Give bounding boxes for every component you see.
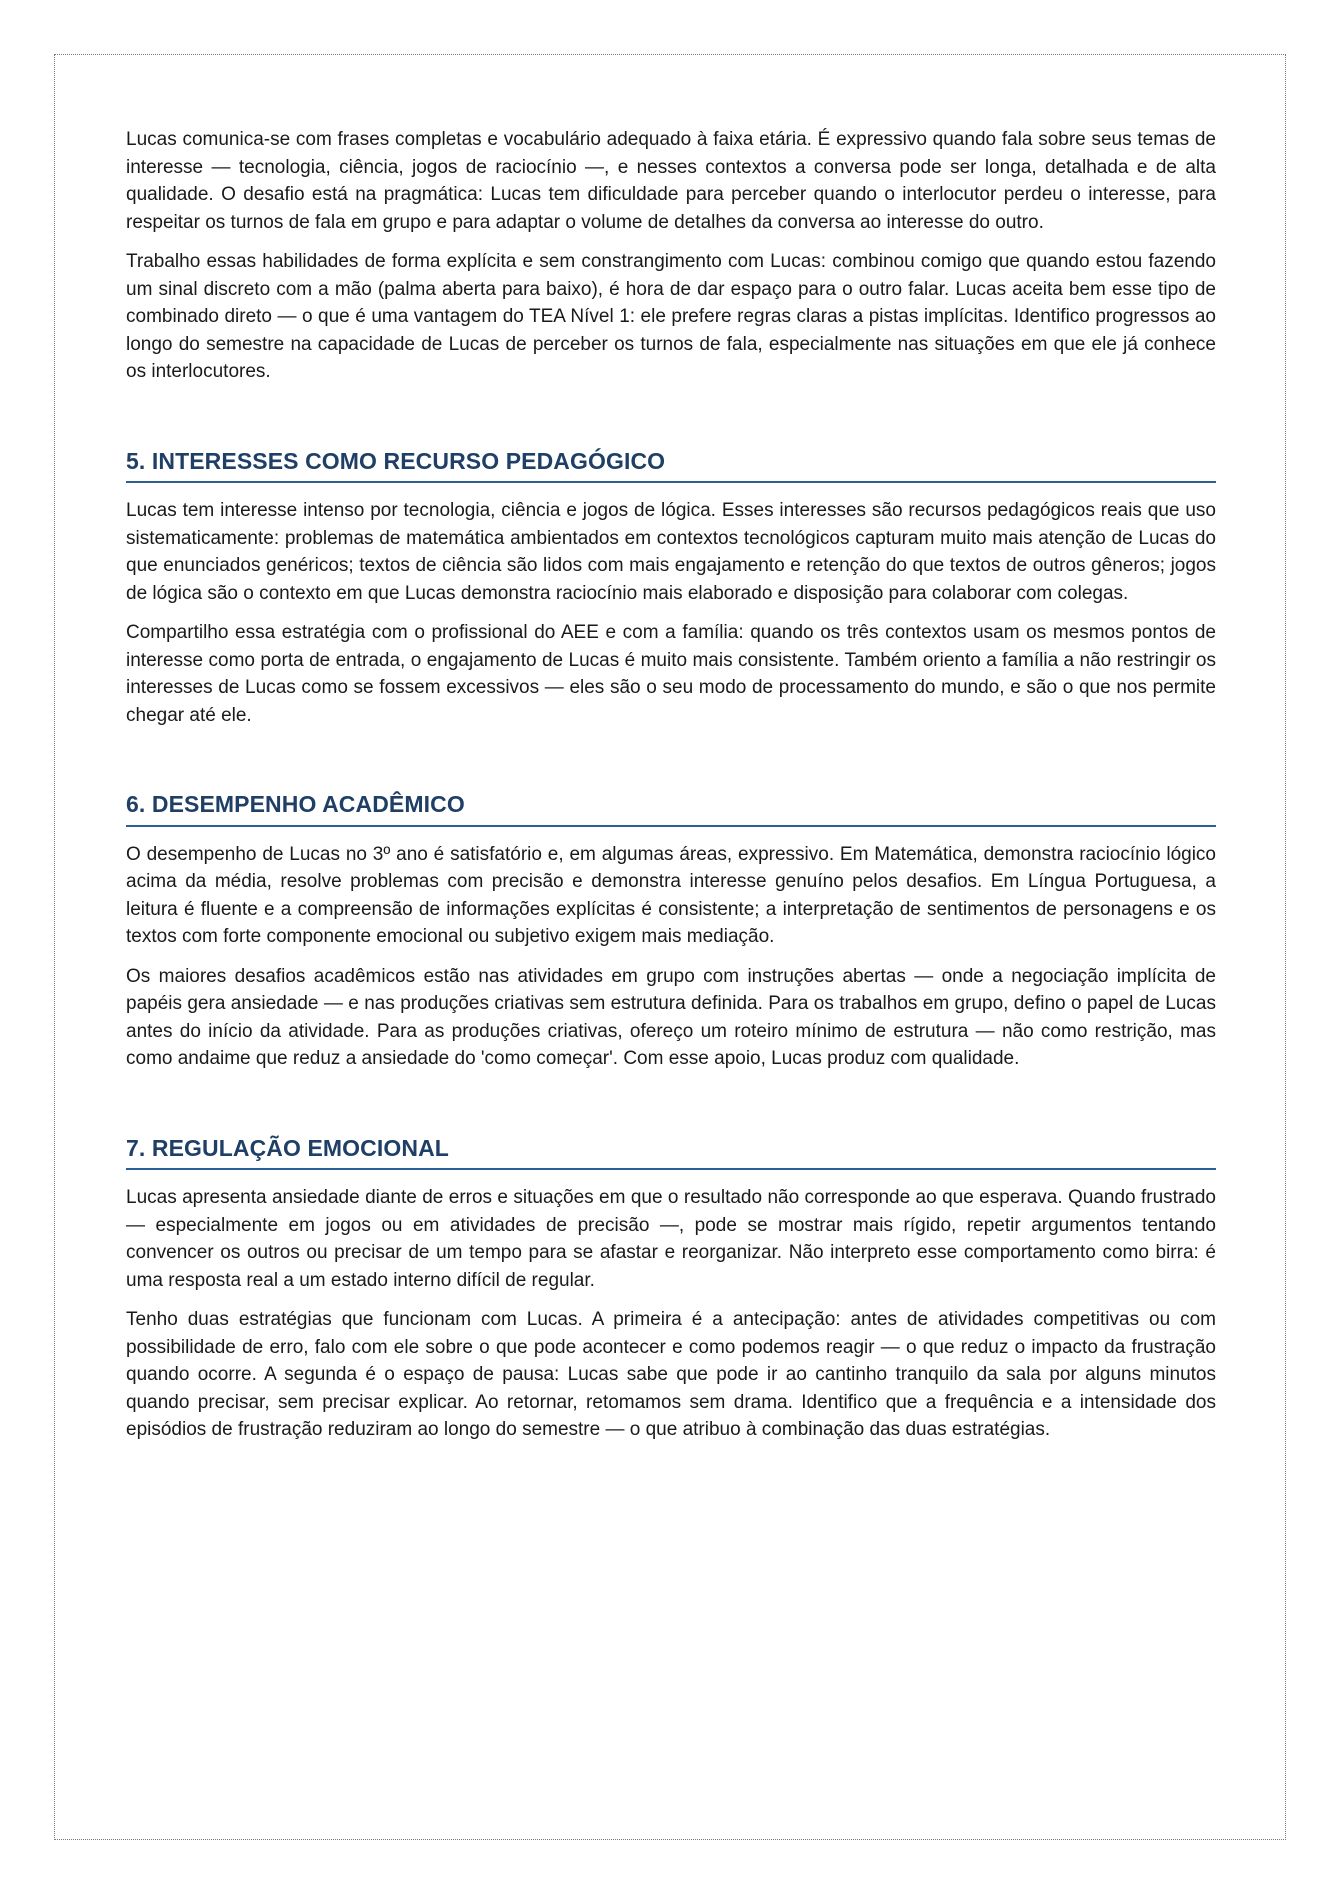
section-heading: 5. INTERESSES COMO RECURSO PEDAGÓGICO	[126, 448, 1216, 484]
paragraph: Trabalho essas habilidades de forma explícita e sem constrangimento com Lucas: combinou comigo que quando estou fazendo um sinal discreto com a mão (palma aberta para baixo), é hora de dar espaço para o outro falar. Lucas aceita bem esse tipo de combinado direto — o que é uma vantagem do TEA Nível 1: ele prefere regras claras a pistas implícitas. Identifico progressos ao longo do semestre na capacidade de Lucas de perceber os turnos de fala, especialmente nas situações em que ele já conhece os interlocutores.	[126, 251, 1216, 382]
paragraph: Lucas apresenta ansiedade diante de erros e situações em que o resultado não corresponde ao que esperava. Quando frustrado — especialmente em jogos ou em atividades de precisão —, pode se mostrar mais rígido, repetir argumentos tentando convencer os outros ou precisar de um tempo para se afastar e reorganizar. Não interpreto esse comportamento como birra: é uma resposta real a um estado interno difícil de regular.	[126, 1187, 1216, 1291]
intro-block	[126, 126, 1216, 386]
paragraph: Tenho duas estratégias que funcionam com Lucas. A primeira é a antecipação: antes de atividades competitivas ou com possibilidade de erro, falo com ele sobre o que pode acontecer e como podemos reagir — o que reduz o impacto da frustração quando ocorre. A segunda é o espaço de pausa: Lucas sabe que pode ir ao cantinho tranquilo da sala por alguns minutos quando precisar, sem precisar explicar. Ao retornar, retomamos sem drama. Identifico que a frequência e a intensidade dos episódios de frustração reduziram ao longo do semestre — o que atribuo à combinação das duas estratégias.	[126, 1309, 1216, 1440]
paragraph: Lucas comunica-se com frases completas e vocabulário adequado à faixa etária. É expressivo quando fala sobre seus temas de interesse — tecnologia, ciência, jogos de raciocínio —, e nesses contextos a conversa pode ser longa, detalhada e de alta qualidade. O desafio está na pragmática: Lucas tem dificuldade para perceber quando o interlocutor perdeu o interesse, para respeitar os turnos de fala em grupo e para adaptar o volume de detalhes da conversa ao interesse do outro.	[126, 129, 1216, 233]
paragraph: Lucas tem interesse intenso por tecnologia, ciência e jogos de lógica. Esses interesses são recursos pedagógicos reais que uso sistematicamente: problemas de matemática ambientados em contextos tecnológicos capturam muito mais atenção de Lucas do que enunciados genéricos; textos de ciência são lidos com mais engajamento e retenção do que textos de outros gêneros; jogos de lógica são o contexto em que Lucas demonstra raciocínio mais elaborado e disposição para colaborar com colegas.	[126, 500, 1216, 604]
section-interesses	[126, 448, 1216, 730]
paragraph: O desempenho de Lucas no 3º ano é satisfatório e, em algumas áreas, expressivo. Em Matemática, demonstra raciocínio lógico acima da média, resolve problemas com precisão e demonstra interesse genuíno pelos desafios. Em Língua Portuguesa, a leitura é fluente e a compreensão de informações explícitas é consistente; a interpretação de sentimentos de personagens e os textos com forte componente emocional ou subjetivo exigem mais mediação.	[126, 843, 1216, 947]
document-body	[126, 126, 1216, 1456]
paragraph: Compartilho essa estratégia com o profissional do AEE e com a família: quando os três contextos usam os mesmos pontos de interesse como porta de entrada, o engajamento de Lucas é muito mais consistente. Também oriento a família a não restringir os interesses de Lucas como se fossem excessivos — eles são o seu modo de processamento do mundo, e são o que nos permite chegar até ele.	[126, 622, 1216, 726]
section-desempenho	[126, 791, 1216, 1073]
section-heading: 6. DESEMPENHO ACADÊMICO	[126, 791, 1216, 827]
section-heading: 7. REGULAÇÃO EMOCIONAL	[126, 1135, 1216, 1171]
section-regulacao	[126, 1135, 1216, 1444]
paragraph: Os maiores desafios acadêmicos estão nas atividades em grupo com instruções abertas — onde a negociação implícita de papéis gera ansiedade — e nas produções criativas sem estrutura definida. Para os trabalhos em grupo, defino o papel de Lucas antes do início da atividade. Para as produções criativas, ofereço um roteiro mínimo de estrutura — não como restrição, mas como andaime que reduz a ansiedade do 'como começar'. Com esse apoio, Lucas produz com qualidade.	[126, 965, 1216, 1069]
